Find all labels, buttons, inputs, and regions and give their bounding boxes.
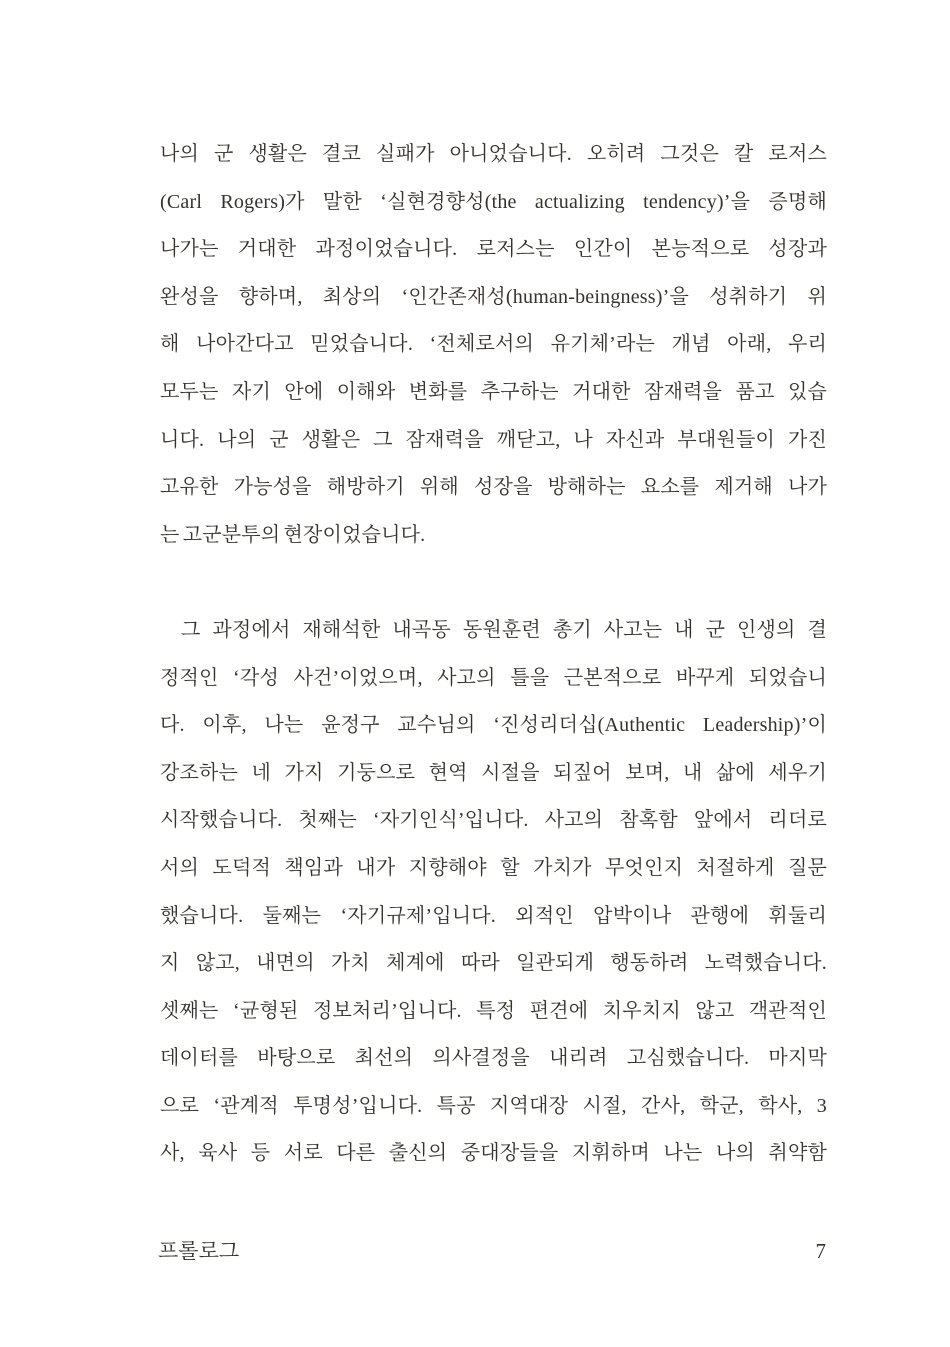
text-line: 데이터를 바탕으로 최선의 의사결정을 내리려 고심했습니다. 마지막 xyxy=(160,1047,827,1070)
text-line: 완성을 향하며, 최상의 ‘인간존재성(human-beingness)’을 성취하기 위 xyxy=(160,285,827,308)
text-line: 사, 육사 등 서로 다른 출신의 중대장들을 지휘하며 나는 나의 취약함 xyxy=(160,1142,827,1165)
footer-section-label: 프롤로그 xyxy=(158,1239,240,1263)
paragraph-1 xyxy=(160,131,827,559)
text-line: 했습니다. 둘째는 ‘자기규제’입니다. 외적인 압박이나 관행에 휘둘리 xyxy=(160,904,827,927)
text-line: 는 고군분투의 현장이었습니다. xyxy=(160,523,426,546)
text-line: 강조하는 네 가지 기둥으로 현역 시절을 되짚어 보며, 내 삶에 세우기 xyxy=(160,761,827,784)
text-line: 으로 ‘관계적 투명성’입니다. 특공 지역대장 시절, 간사, 학군, 학사, 3 xyxy=(160,1094,827,1117)
page-body-text xyxy=(160,131,827,1178)
text-line: 나의 군 생활은 결코 실패가 아니었습니다. 오히려 그것은 칼 로저스 xyxy=(160,143,827,165)
paragraph-2 xyxy=(160,607,827,1178)
text-line: 니다. 나의 군 생활은 그 잠재력을 깨닫고, 나 자신과 부대원들이 가진 xyxy=(160,428,827,451)
text-line: 그 과정에서 재해석한 내곡동 동원훈련 총기 사고는 내 군 인생의 결 xyxy=(181,618,827,641)
text-line: 셋째는 ‘균형된 정보처리’입니다. 특정 편견에 치우치지 않고 객관적인 xyxy=(160,999,827,1022)
text-line: 시작했습니다. 첫째는 ‘자기인식’입니다. 사고의 참혹함 앞에서 리더로 xyxy=(160,809,827,832)
text-line: (Carl Rogers)가 말한 ‘실현경향성(the actualizing tendency)’을 증명해 xyxy=(160,190,827,213)
text-line: 서의 도덕적 책임과 내가 지향해야 할 가치가 무엇인지 처절하게 질문 xyxy=(160,856,827,879)
text-line: 다. 이후, 나는 윤정구 교수님의 ‘진성리더십(Authentic Leadership)’이 xyxy=(160,714,827,737)
text-line: 모두는 자기 안에 이해와 변화를 추구하는 거대한 잠재력을 품고 있습 xyxy=(160,380,827,403)
page-footer xyxy=(158,1236,826,1266)
text-line: 정적인 ‘각성 사건’이었으며, 사고의 틀을 근본적으로 바꾸게 되었습니 xyxy=(160,666,827,689)
text-line: 고유한 가능성을 해방하기 위해 성장을 방해하는 요소를 제거해 나가 xyxy=(160,476,827,499)
text-line: 나가는 거대한 과정이었습니다. 로저스는 인간이 본능적으로 성장과 xyxy=(160,238,827,261)
text-line: 지 않고, 내면의 가치 체계에 따라 일관되게 행동하려 노력했습니다. xyxy=(160,952,827,975)
text-line: 해 나아간다고 믿었습니다. ‘전체로서의 유기체’라는 개념 아래, 우리 xyxy=(160,333,827,356)
footer-page-number: 7 xyxy=(815,1239,826,1263)
